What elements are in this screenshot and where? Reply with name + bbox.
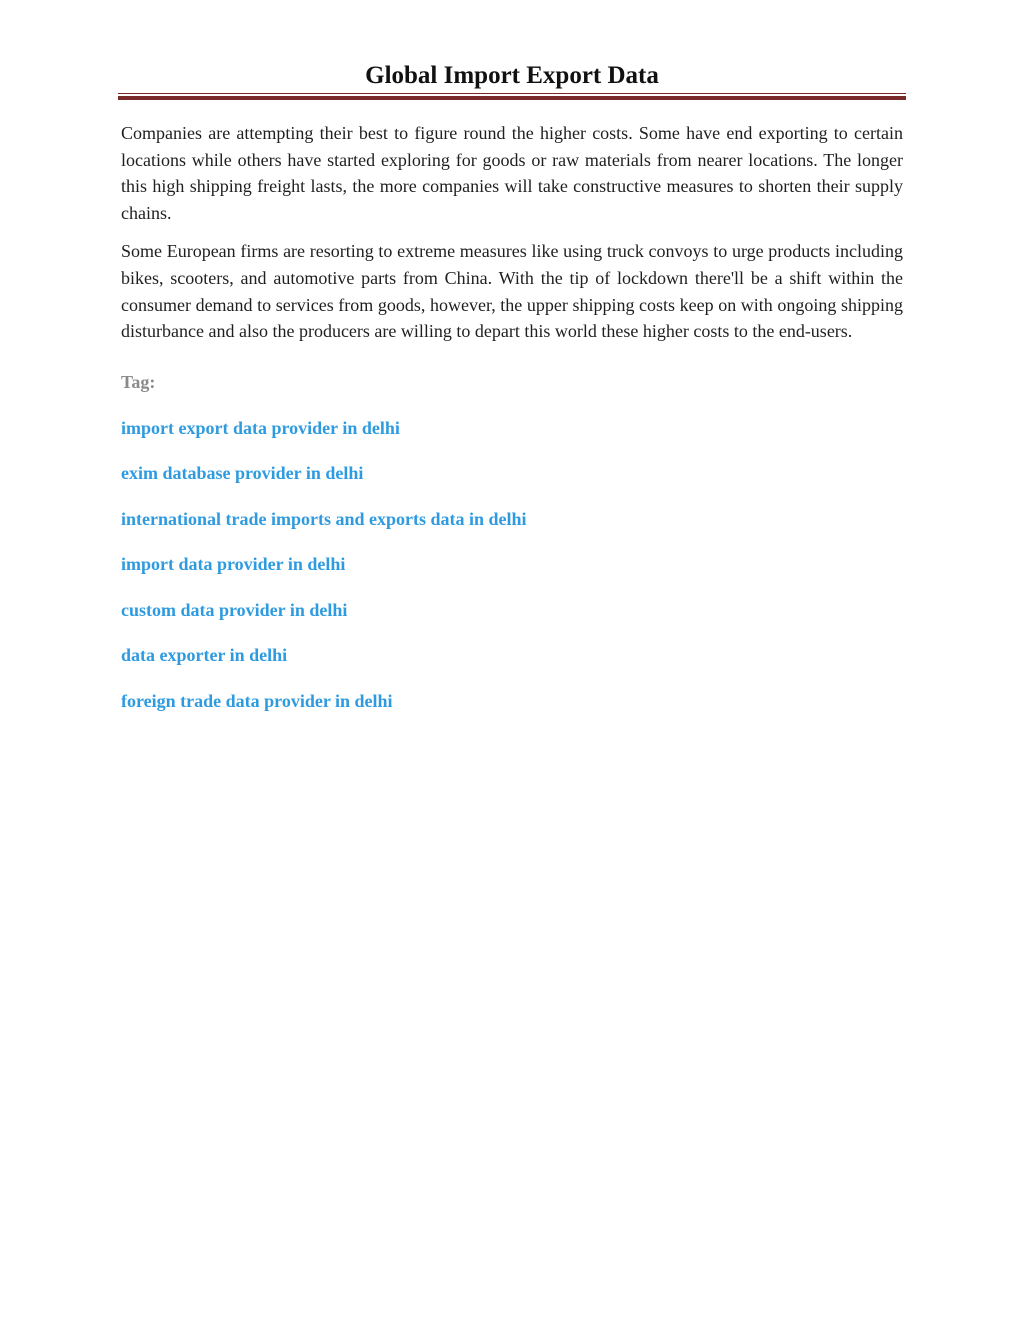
tag-list — [121, 415, 903, 714]
tag-item — [121, 688, 903, 714]
tag-link-international-trade-data[interactable]: international trade imports and exports data in delhi — [121, 508, 527, 529]
header-divider-thin — [118, 93, 906, 94]
header-divider-thick — [118, 96, 906, 100]
tag-item — [121, 642, 903, 668]
tag-item — [121, 460, 903, 486]
tag-item — [121, 551, 903, 577]
paragraph-1: Companies are attempting their best to figure round the higher costs. Some have end exporting to certain locations while others have started exploring for goods or raw materials from nearer locations. The longer this high shipping freight lasts, the more companies will take constructive measures to shorten their supply chains. — [121, 123, 903, 223]
tag-link-custom-data-provider[interactable]: custom data provider in delhi — [121, 599, 348, 620]
tag-link-data-exporter[interactable]: data exporter in delhi — [121, 645, 288, 666]
tag-label: Tag: — [121, 371, 156, 392]
paragraph-2: Some European firms are resorting to extreme measures like using truck convoys to urge products including bikes, scooters, and automotive parts from China. With the tip of lockdown there'll be a shift within the consumer demand to services from goods, however, the upper shipping costs keep on with ongoing shipping disturbance and also the producers are willing to depart this world these higher costs to the end-users. — [121, 241, 903, 342]
document-body — [121, 120, 903, 733]
tag-item — [121, 506, 903, 532]
tag-item — [121, 415, 903, 441]
document-title: Global Import Export Data — [365, 62, 659, 89]
tag-link-foreign-trade-data-provider[interactable]: foreign trade data provider in delhi — [121, 690, 393, 711]
tag-link-import-export-data-provider[interactable]: import export data provider in delhi — [121, 417, 400, 438]
tag-item — [121, 597, 903, 623]
tag-link-exim-database-provider[interactable]: exim database provider in delhi — [121, 463, 364, 484]
tag-link-import-data-provider[interactable]: import data provider in delhi — [121, 554, 346, 575]
